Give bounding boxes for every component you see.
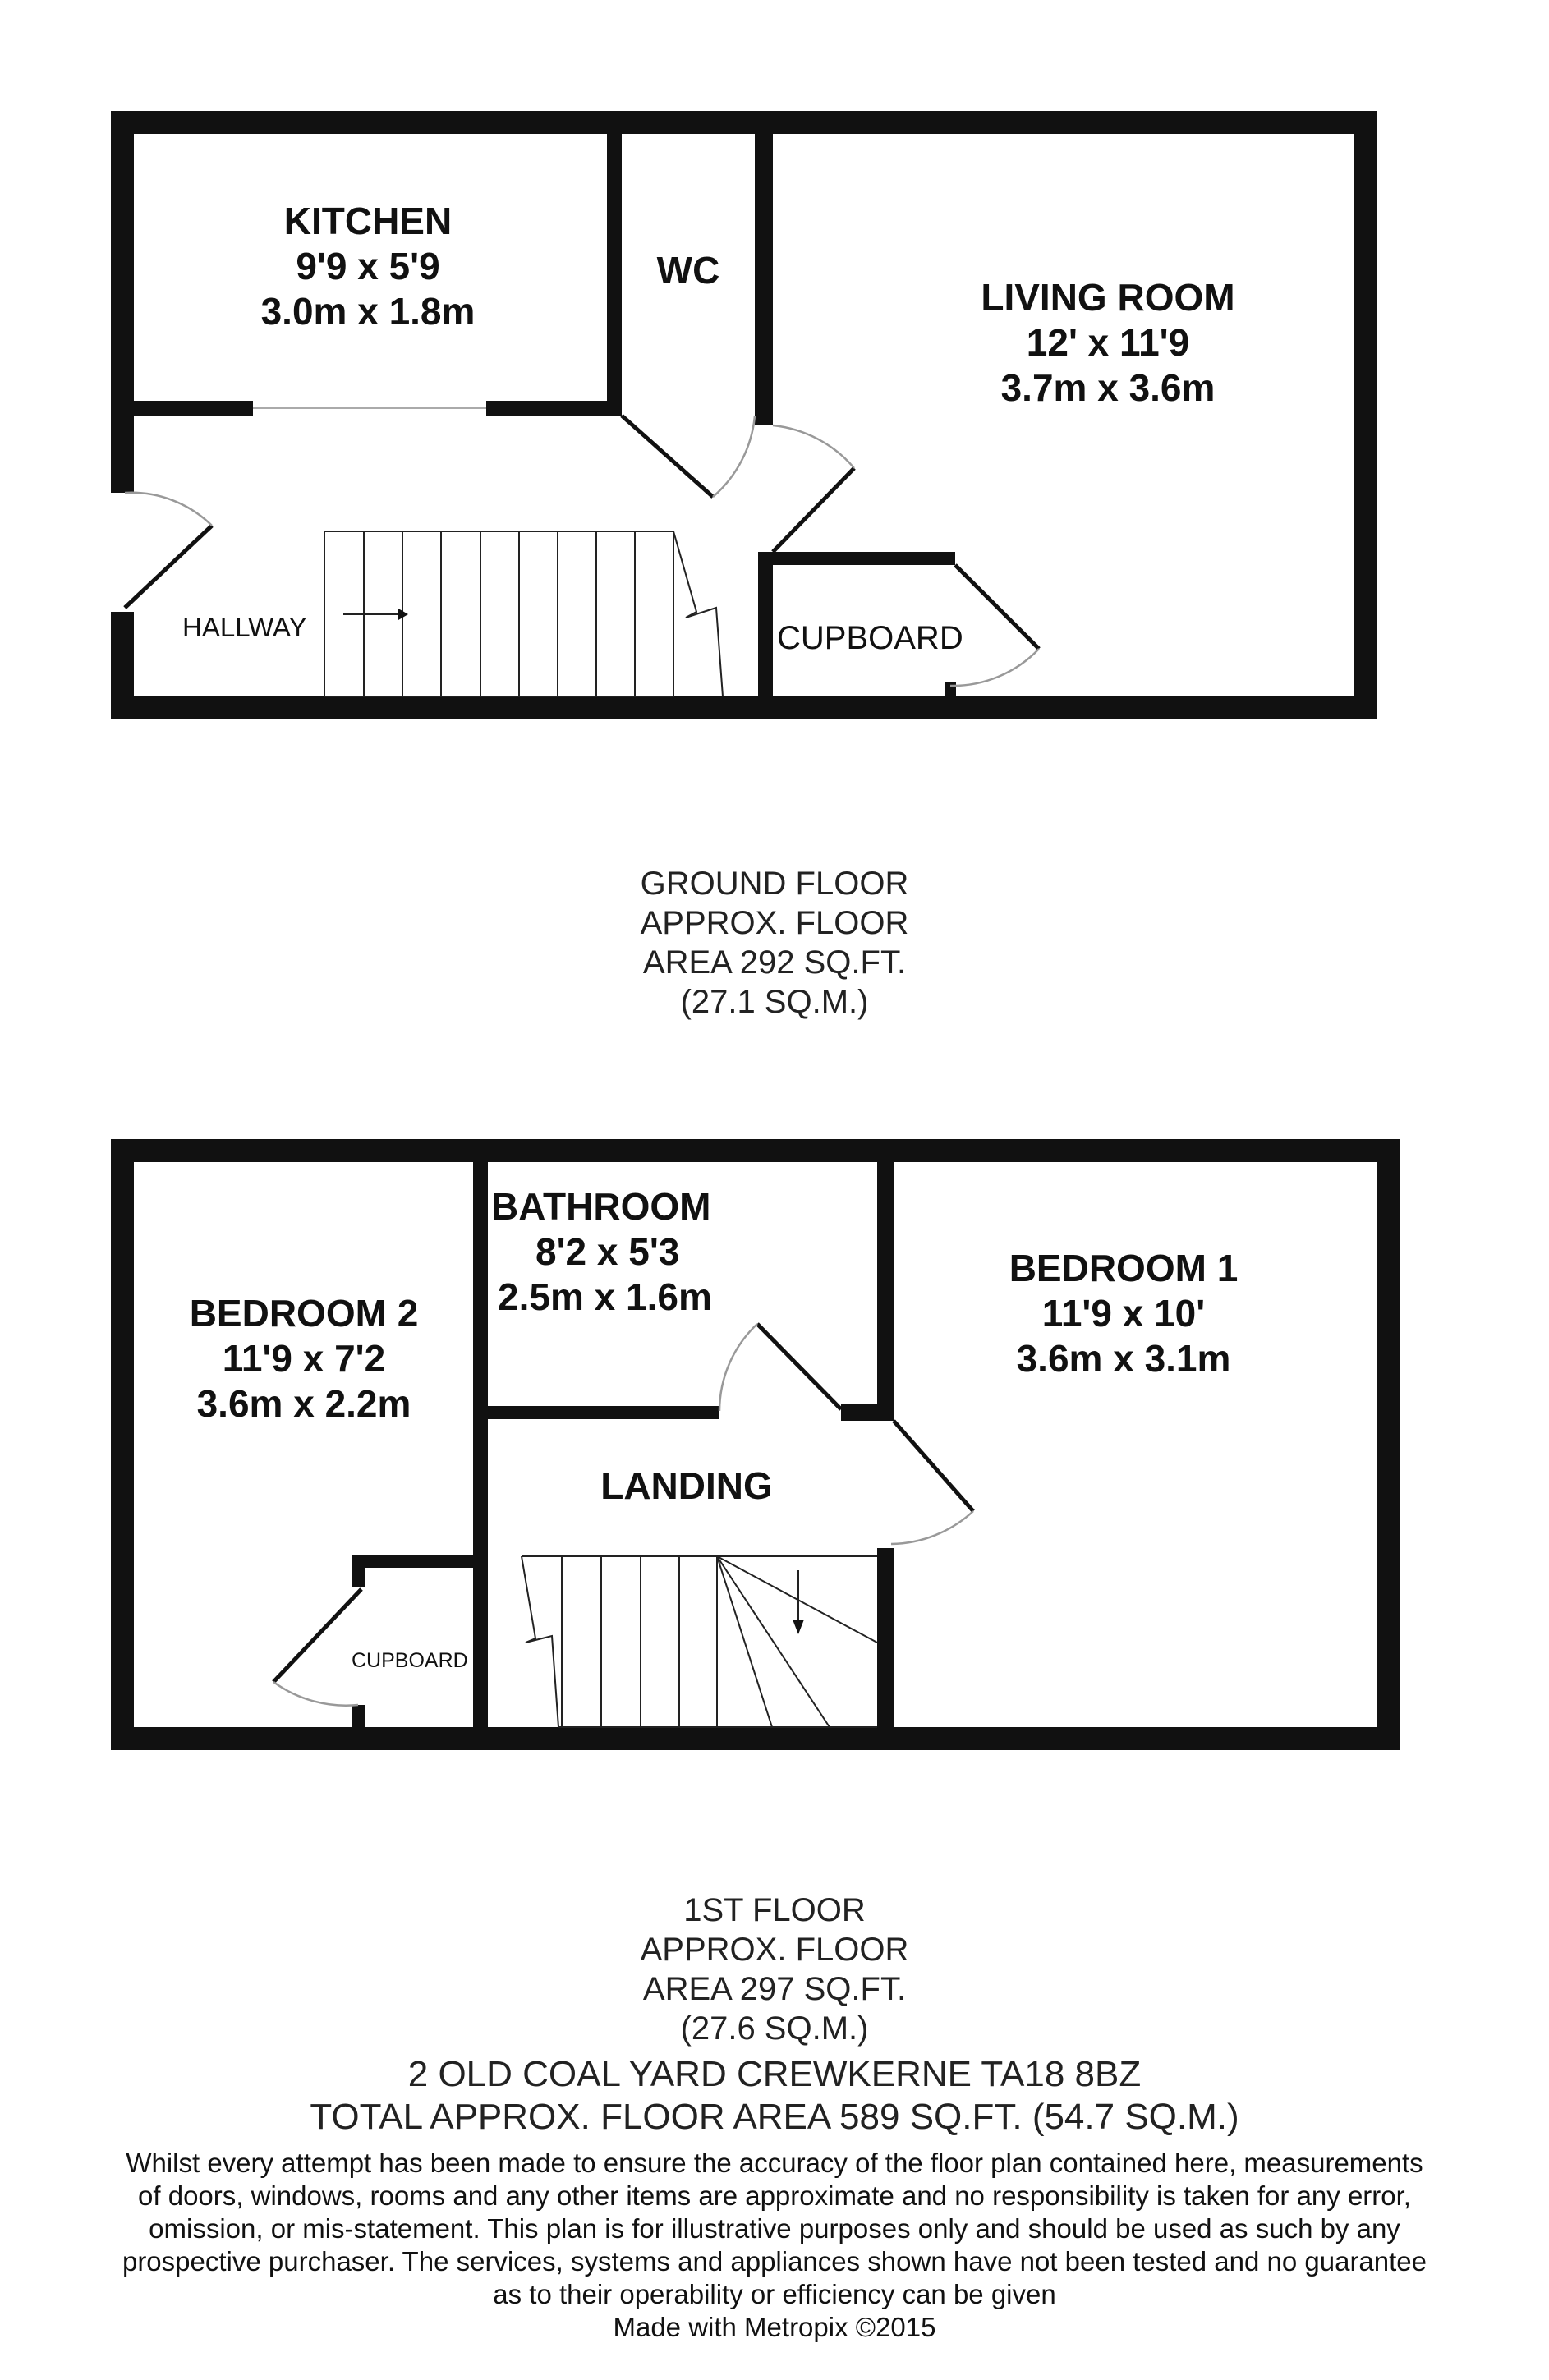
ground-floor-plan: [111, 111, 1377, 719]
bathroom-door-swing: [719, 1324, 757, 1411]
upper-cupboard-door: [273, 1589, 361, 1682]
ground-top-wall: [111, 111, 1377, 134]
ground-stairs: [324, 531, 723, 696]
upper-cupboard-top-wall: [352, 1555, 473, 1568]
living-room-door-swing: [773, 425, 854, 468]
kitchen-metric: 3.0m x 1.8m: [260, 290, 476, 333]
disclaimer-line: prospective purchaser. The services, systems and appliances shown have not been tested and no guarantee: [122, 2246, 1427, 2277]
ground-caption-line: GROUND FLOOR: [640, 866, 909, 902]
bedroom2-name: BEDROOM 2: [189, 1292, 419, 1335]
first-right-wall: [1377, 1139, 1400, 1750]
bedroom2-partition: [473, 1162, 488, 1727]
disclaimer: [49, 2147, 1500, 2344]
disclaimer-line: as to their operability or efficiency can be given: [493, 2279, 1056, 2309]
upper-cupboard-wall-bottom: [352, 1705, 365, 1730]
disclaimer-line: of doors, windows, rooms and any other items are approximate and no responsibility is taken for any error,: [138, 2180, 1411, 2211]
bedroom1-imperial: 11'9 x 10': [1041, 1292, 1206, 1335]
cupboard-door-jamb: [945, 682, 956, 698]
first-bottom-wall: [111, 1727, 1400, 1750]
upper-cupboard-wall-top: [352, 1555, 365, 1587]
first-floor-caption: [0, 1891, 1549, 2048]
first-stairs: [522, 1556, 877, 1727]
kitchen-wall-left: [134, 401, 253, 416]
living-room-metric: 3.7m x 3.6m: [1000, 366, 1216, 409]
ground-caption-line: (27.1 SQ.M.): [680, 984, 869, 1020]
cupboard-door: [955, 565, 1039, 649]
ground-right-wall: [1354, 111, 1377, 719]
credit-line: Made with Metropix ©2015: [613, 2312, 936, 2342]
cupboard-top-wall: [758, 552, 955, 565]
wc-door: [622, 416, 713, 497]
landing-name: LANDING: [600, 1464, 773, 1507]
kitchen-imperial: 9'9 x 5'9: [296, 245, 440, 287]
bedroom2-imperial: 11'9 x 7'2: [222, 1337, 386, 1380]
bathroom-imperial: 8'2 x 5'3: [535, 1230, 680, 1273]
bathroom-name: BATHROOM: [491, 1185, 711, 1228]
bathroom-bottom-wall: [488, 1406, 719, 1419]
ground-left-wall-lower: [111, 612, 134, 719]
cupboard-door-swing: [950, 649, 1039, 686]
living-room-door: [773, 468, 854, 552]
bathroom-metric: 2.5m x 1.6m: [498, 1275, 712, 1318]
bathroom-door: [757, 1324, 841, 1409]
living-room-imperial: 12' x 11'9: [1026, 321, 1190, 364]
first-caption-line: (27.6 SQ.M.): [680, 2010, 869, 2047]
bedroom1-metric: 3.6m x 3.1m: [1016, 1337, 1231, 1380]
ground-bottom-wall: [111, 696, 1377, 719]
wc-door-swing: [713, 416, 755, 497]
ground-caption-line: APPROX. FLOOR: [640, 905, 909, 941]
bedroom1-door: [894, 1421, 973, 1511]
first-caption-line: AREA 297 SQ.FT.: [642, 1971, 907, 2007]
ground-caption-line: AREA 292 SQ.FT.: [642, 944, 907, 981]
kitchen-wc-partition: [607, 134, 622, 416]
disclaimer-line: omission, or mis-statement. This plan is for illustrative purposes only and should be used as such by any: [149, 2213, 1400, 2244]
first-cupboard-label: CUPBOARD: [352, 1649, 468, 1672]
first-floor-plan: [111, 1139, 1400, 1750]
disclaimer-line: Whilst every attempt has been made to ensure the accuracy of the floor plan contained here, measurements: [126, 2148, 1423, 2178]
first-left-wall: [111, 1139, 134, 1750]
bedroom2-metric: 3.6m x 2.2m: [196, 1382, 411, 1425]
kitchen-name: KITCHEN: [283, 200, 453, 242]
wc-living-partition: [755, 134, 773, 425]
bedroom1-name: BEDROOM 1: [1009, 1247, 1239, 1289]
cupboard-left-wall: [758, 552, 773, 708]
first-caption-line: 1ST FLOOR: [683, 1892, 866, 1928]
ground-left-wall-upper: [111, 111, 134, 493]
ground-floor-caption: [0, 864, 1549, 1022]
bedroom1-partition-lower: [877, 1548, 894, 1727]
upper-cupboard-door-swing: [273, 1682, 358, 1706]
property-summary: [0, 2053, 1549, 2139]
wc-name: WC: [656, 249, 720, 292]
front-door: [125, 526, 212, 608]
first-top-wall: [111, 1139, 1400, 1162]
ground-cupboard-label: CUPBOARD: [777, 620, 963, 656]
front-door-swing: [125, 493, 212, 526]
bedroom1-partition-upper: [877, 1162, 894, 1421]
living-room-name: LIVING ROOM: [981, 276, 1235, 319]
bedroom1-door-swing: [891, 1511, 973, 1544]
first-caption-line: APPROX. FLOOR: [640, 1932, 909, 1968]
kitchen-wall-right: [486, 401, 622, 416]
hallway-label: HALLWAY: [182, 612, 307, 642]
property-address: 2 OLD COAL YARD CREWKERNE TA18 8BZ: [407, 2054, 1142, 2094]
total-floor-area: TOTAL APPROX. FLOOR AREA 589 SQ.FT. (54.7 SQ.M.): [310, 2097, 1239, 2137]
